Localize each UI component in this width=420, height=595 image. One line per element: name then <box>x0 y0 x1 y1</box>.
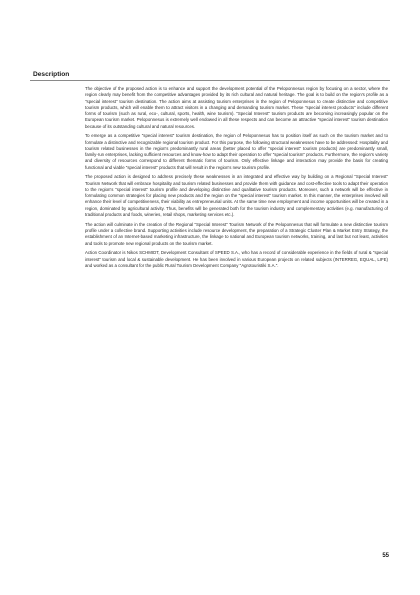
section-heading: Description <box>33 71 70 78</box>
paragraph-objective: The objective of the proposed action is to enhance and support the development potential of the Peloponnesus region by focusing on a sector, where the region clearly may benefit from the competitive advantages provided by its rich cultural and natural heritage. The goal is to build on the region's profile as a "special interest" tourism destination. The action aims at assisting tourism enterprises in the region of Peloponnesus to create distinctive and competitive tourism products, which will enable them to attract visitors in a changing and demanding tourism market. These "special interest products" include different forms of tourism (such as rural, eco-, cultural, sports, health, wine tourism). "Special Interest" tourism products are becoming increasingly popular on the European tourism market. Peloponnesus is extremely well endowed in all these respects and can become an attractive "special interest" tourism destination because of its outstanding cultural and natural resources. <box>85 86 388 129</box>
paragraph-coordinator: Action Coordinator is Nikos SCHMIDT, Development Consultant of SPEED S.A., who has a record of considerable experience in the fields of rural & "special interest" tourism and local & sustainable development. He has been involved in various European projects on related subjects (INTERREG, EQUAL, LIFE) and worked as a consultant for the public Rural Tourism Development Company "Agrotouristiki S.A.". <box>85 250 388 268</box>
page-number: 55 <box>382 553 389 559</box>
paragraph-network: The action will culminate in the creation of the Regional "Special Interest" Tourism Network of the Peloponnesus that will formulate a new distinctive tourism profile under a collective brand. Supporting activities include resource development, the preparation of a Strategic Cluster Plan & Market Entry Strategy, the establishment of an Internet-based marketing infrastructure, the linkage to national and European tourism networks, training, and last but not least, activities and tools to promote new regional products on the tourism market. <box>85 221 388 246</box>
section-divider <box>30 80 390 81</box>
paragraph-weaknesses: To emerge as a competitive "special interest" tourism destination, the region of Peloponnesus has to position itself as such on the tourism market and to formulate a distinctive and recognizable regional tourism product. For this purpose, the following structural weaknesses have to be addressed: Hospitality and tourism related businesses in the region's predominantly rural areas (better placed to offer "special interest" tourism products) are predominantly small, family-run enterprises, lacking sufficient resources and know-how to adapt their operation to offer "special tourism" products. Furthermore, the region's variety and diversity of resources correspond to different thematic forms of tourism. Only effective linkage and interaction may provide the basis for creating functional and viable "special interest" products that will result in the region's new tourism profile. <box>85 133 388 170</box>
body-text-column <box>85 86 388 273</box>
paragraph-proposed-action: The proposed action is designed to address precisely these weaknesses in an integrated and effective way by building on a Regional "Special Interest" Tourism Network that will embrace hospitality and tourism related businesses and provide them with guidance and cost-effective tools to adapt their operation to the region's "special interest" tourism profile and developing distinctive and qualitative tourism products. Moreover, such a network will be effective in formulating common strategies for placing new products and the region on the "special interest" tourism market. In this manner, the enterprises involved will enhance their level of competitiveness, their viability as entrepreneurial units. At the same time new employment and income opportunities will be created in a region, dominated by agricultural activity. Thus, benefits will be generated both for the tourism industry and complementary activities (e.g. manufacturing of traditional products and foods, wineries, retail shops, marketing services etc.). <box>85 174 388 217</box>
